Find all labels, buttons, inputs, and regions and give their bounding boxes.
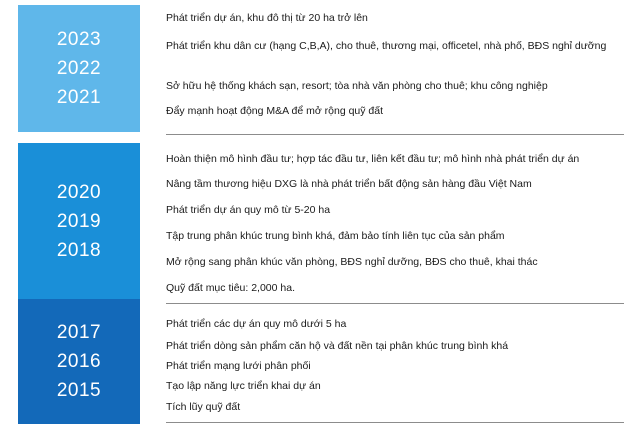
year-label: 2015 — [56, 380, 102, 401]
list-item: Mở rộng sang phân khúc văn phòng, BĐS nghỉ dưỡng, BĐS cho thuê, khai thác — [166, 256, 538, 268]
list-item: Tạo lập năng lực triển khai dự án — [166, 380, 321, 392]
list-item: Nâng tầm thương hiệu DXG là nhà phát triển bất động sản hàng đầu Việt Nam — [166, 178, 532, 190]
year-label: 2021 — [56, 87, 102, 108]
year-band — [18, 5, 140, 132]
year-label: 2016 — [56, 351, 102, 372]
list-item: Phát triển dự án quy mô từ 5-20 ha — [166, 204, 331, 216]
list-item: Tích lũy quỹ đất — [166, 401, 241, 413]
list-item: Phát triển mạng lưới phân phối — [166, 360, 311, 372]
year-band — [18, 299, 140, 424]
list-item: Phát triển dòng sản phẩm căn hộ và đất nền tại phân khúc trung bình khá — [166, 340, 509, 352]
year-label: 2020 — [56, 181, 102, 203]
year-label: 2023 — [56, 29, 102, 50]
divider — [166, 422, 624, 423]
list-item: Quỹ đất mục tiêu: 2,000 ha. — [166, 282, 295, 294]
year-label: 2018 — [56, 239, 102, 261]
year-label: 2017 — [56, 322, 102, 343]
list-item: Đẩy mạnh hoạt động M&A để mở rộng quỹ đất — [166, 105, 384, 117]
list-item: Tập trung phân khúc trung bình khá, đảm bảo tính liên tục của sản phẩm — [166, 230, 505, 242]
divider — [166, 134, 624, 135]
list-item: Phát triển khu dân cư (hạng C,B,A), cho thuê, thương mại, officetel, nhà phố, BĐS nghỉ dưỡng — [166, 40, 607, 52]
year-label: 2019 — [56, 210, 102, 232]
list-item: Sở hữu hệ thống khách sạn, resort; tòa nhà văn phòng cho thuê; khu công nghiệp — [166, 80, 548, 92]
list-item: Phát triển dự án, khu đô thị từ 20 ha trở lên — [166, 12, 368, 24]
list-item: Hoàn thiện mô hình đầu tư; hợp tác đầu tư, liên kết đầu tư; mô hình nhà phát triển dự án — [166, 153, 580, 165]
divider — [166, 303, 624, 304]
list-item: Phát triển các dự án quy mô dưới 5 ha — [166, 318, 347, 330]
year-band — [18, 143, 140, 299]
year-label: 2022 — [56, 58, 102, 79]
